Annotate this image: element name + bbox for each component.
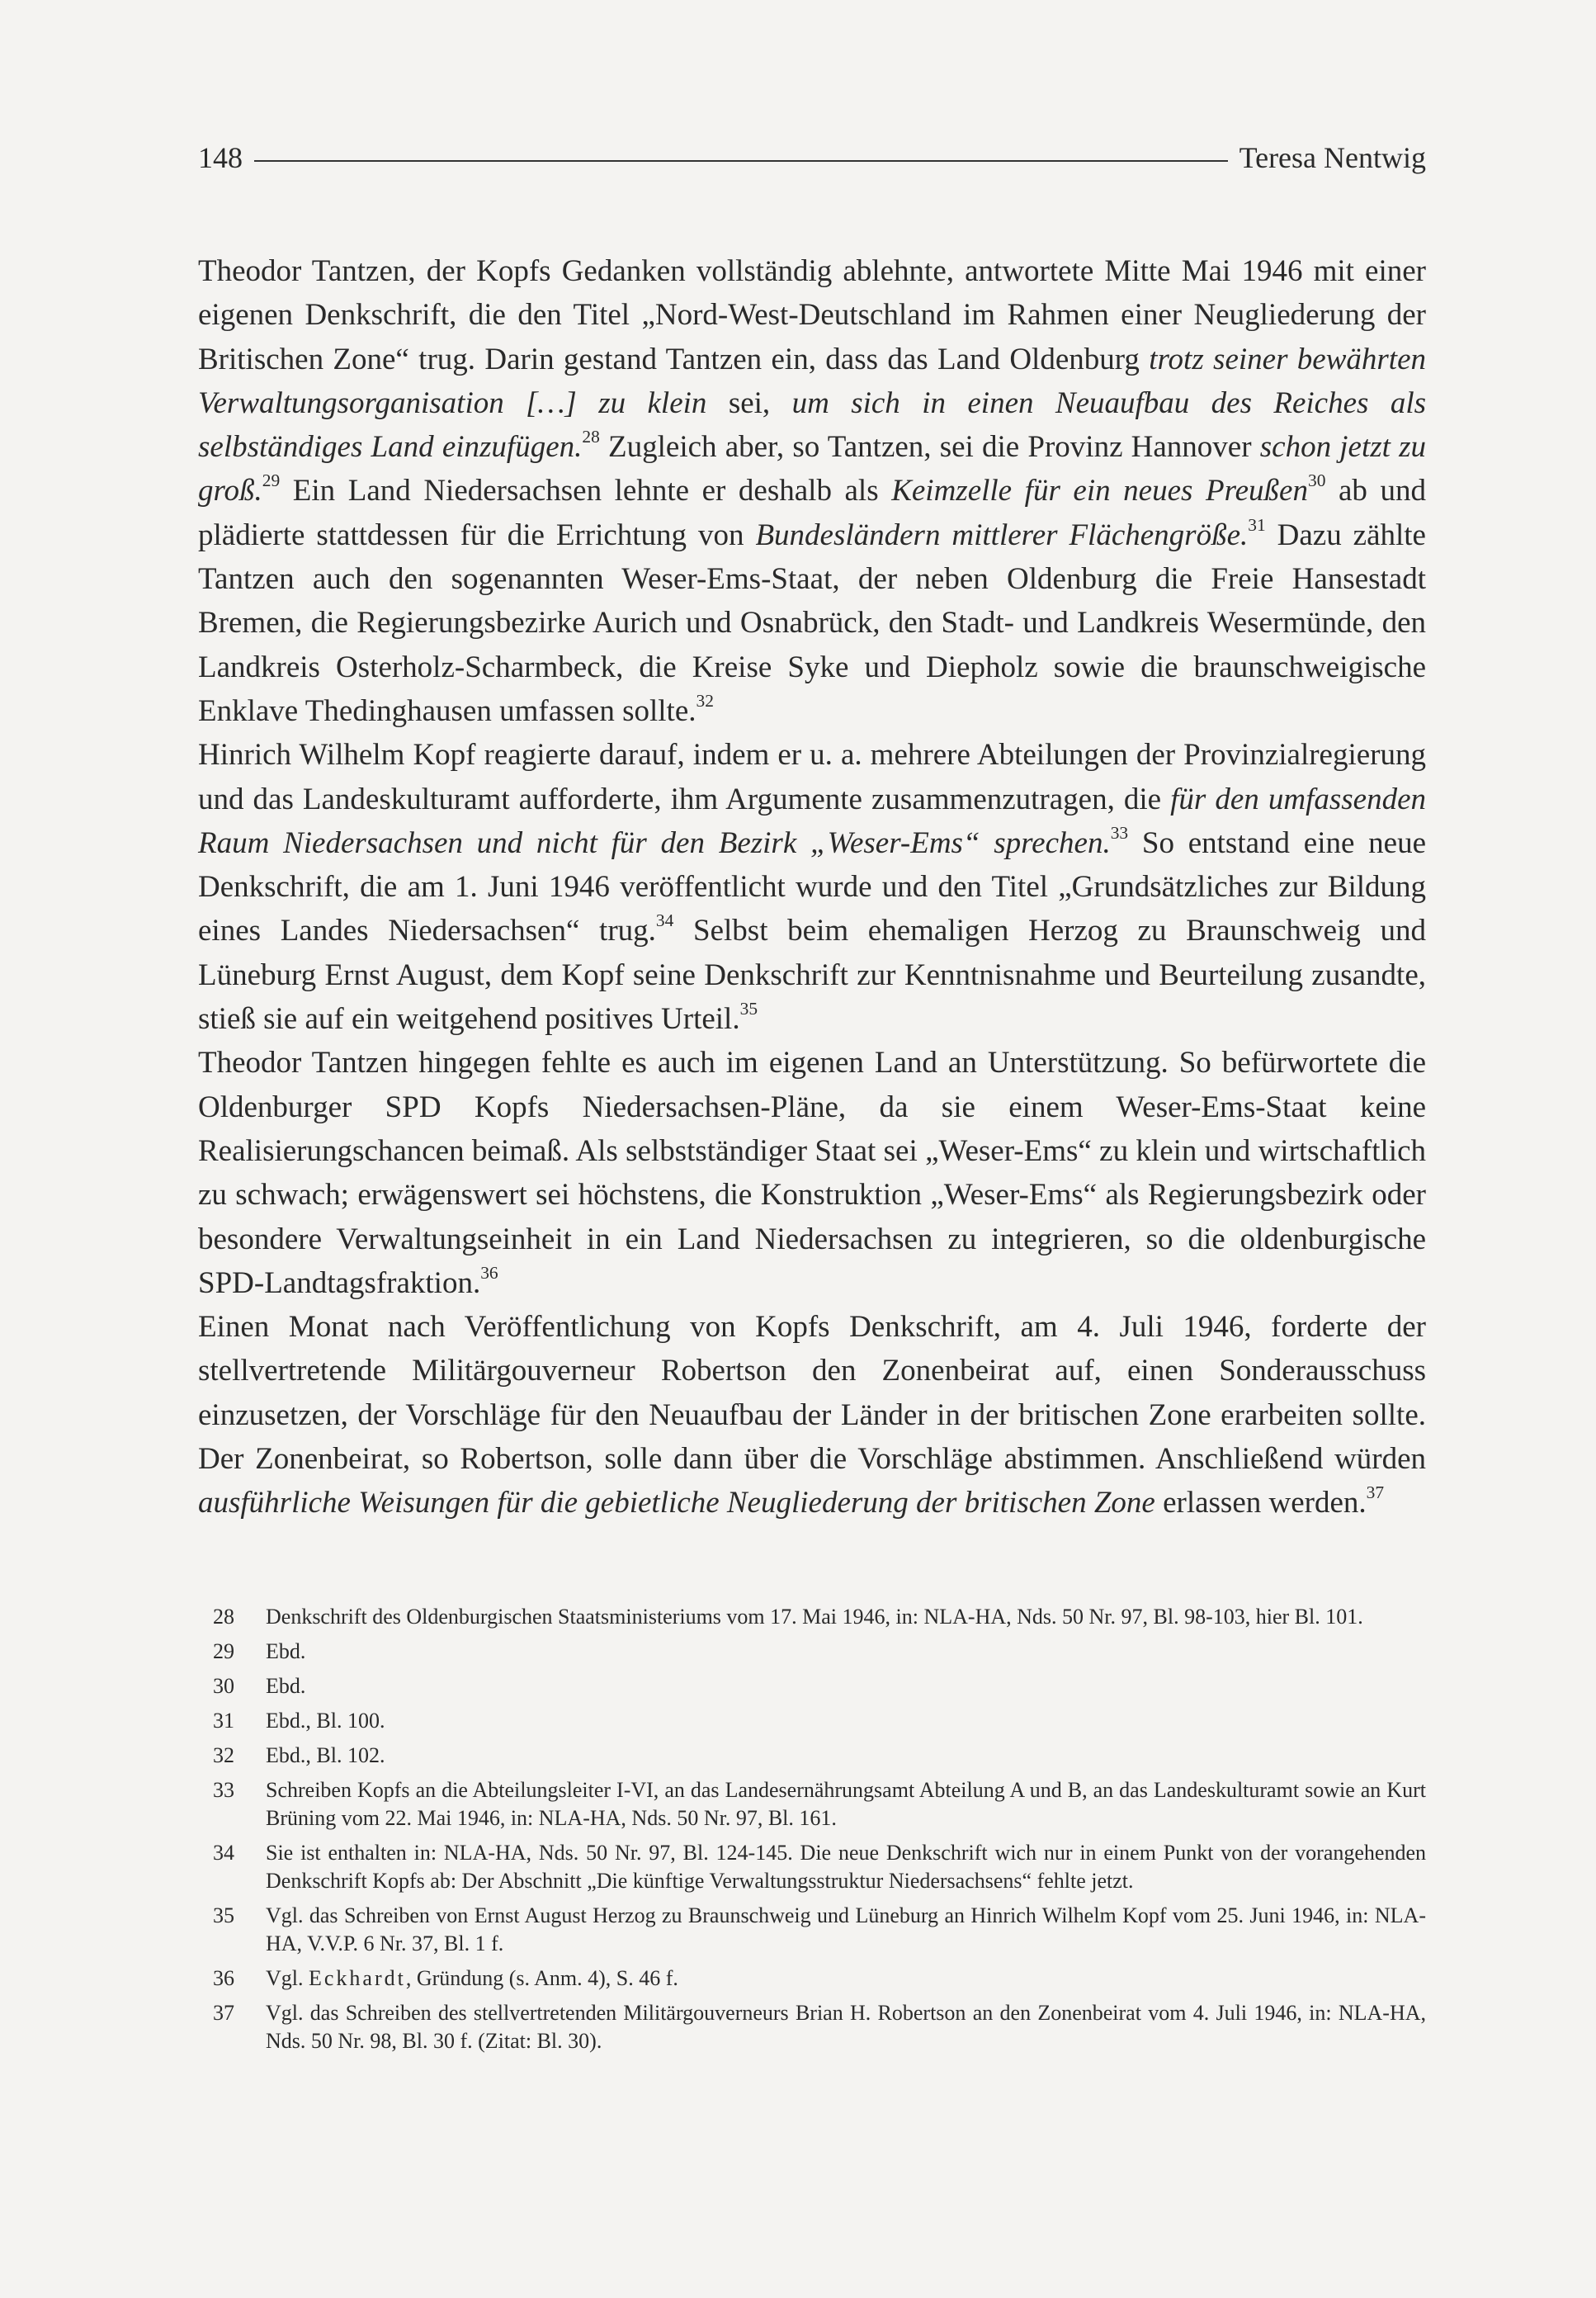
paragraph-1 [198, 249, 1426, 733]
footnote [213, 1839, 1426, 1895]
footnote-number: 28 [213, 1605, 234, 1629]
paragraph-2 [198, 733, 1426, 1041]
footnote [213, 1742, 1426, 1770]
text-run: Hinrich Wilhelm Kopf reagierte darauf, indem er u. a. mehrere Abteilungen der Provinzialregierung und das Landeskulturamt aufforderte, ihm Argumente zusammenzutragen, die [198, 738, 1426, 816]
footnote-ref[interactable]: 29 [262, 470, 281, 491]
footnotes [213, 1603, 1426, 2062]
footnote-ref[interactable]: 35 [739, 998, 758, 1019]
footnote-ref[interactable]: 36 [480, 1262, 498, 1283]
footnote-text: Denkschrift des Oldenburgischen Staatsministeriums vom 17. Mai 1946, in: NLA-HA, Nds. 50 Nr. 97, Bl. 98-103, hier Bl. 101. [266, 1605, 1363, 1629]
italic-quote: trotz seiner bewährten Verwaltungsorganisation […] zu klein [198, 342, 1426, 420]
footnote-text: Ebd. [266, 1639, 306, 1663]
author-name: Eckhardt [309, 1966, 406, 1990]
text-run: So entstand eine neue Denkschrift, die am 1. Juni 1946 veröffentlicht wurde und den Titel „Grundsätzliches zur Bildung eines Landes Niedersachsen“ trug. [198, 825, 1426, 948]
italic-quote: ausführliche Weisungen für die gebietliche Neugliederung der britischen Zone [198, 1486, 1155, 1520]
footnote-text: Schreiben Kopfs an die Abteilungsleiter I-VI, an das Landesernährungsamt Abteilung A und B, an das Landeskulturamt sowie an Kurt Brüning vom 22. Mai 1946, in: NLA-HA, Nds. 50 Nr. 97, Bl. 161. [266, 1778, 1426, 1830]
footnote-text: Ebd. [266, 1674, 306, 1698]
footnote-number: 34 [213, 1841, 234, 1865]
footnote [213, 1776, 1426, 1832]
italic-quote: Keimzelle für ein neues Preußen [891, 474, 1308, 508]
text-run: Selbst beim ehemaligen Herzog zu Braunschweig und Lüneburg Ernst August, dem Kopf seine Denkschrift zur Kenntnisnahme und Beurteilung zusandte, stieß sie auf ein weitgehend positives Urteil. [198, 914, 1426, 1037]
page-number: 148 [198, 141, 243, 174]
footnote-ref[interactable]: 37 [1366, 1482, 1385, 1503]
footnote-ref[interactable]: 34 [655, 910, 674, 931]
footnote-number: 29 [213, 1639, 234, 1663]
text-run: Zugleich aber, so Tantzen, sei die Provinz Hannover [599, 430, 1260, 465]
running-header [198, 140, 1426, 175]
footnote-text: Vgl. das Schreiben des stellvertretenden Militärgouverneurs Brian H. Robertson an den Zonenbeirat vom 4. Juli 1946, in: NLA-HA, Nds. 50 Nr. 98, Bl. 30 f. (Zitat: Bl. 30). [266, 2001, 1426, 2053]
footnote [213, 1638, 1426, 1666]
body-text [198, 249, 1426, 1525]
footnote-ref[interactable]: 30 [1307, 470, 1326, 491]
footnote [213, 1603, 1426, 1631]
text-run: Ein Land Niedersachsen lehnte er deshalb als [280, 474, 892, 508]
footnote-number: 36 [213, 1966, 234, 1990]
italic-quote: Bundesländern mittlerer Flächengröße. [755, 518, 1249, 552]
footnote-ref[interactable]: 32 [696, 690, 714, 711]
text-run: sei, [706, 385, 792, 420]
footnote-text: Sie ist enthalten in: NLA-HA, Nds. 50 Nr. 97, Bl. 124-145. Die neue Denkschrift wich nur in einem Punkt von der vorangehenden Denkschrift Kopfs ab: Der Abschnitt „Die künftige Verwaltungsstruktur Niedersachsens“ fehlte jetzt. [266, 1841, 1426, 1893]
paragraph-3 [198, 1041, 1426, 1305]
footnote-ref[interactable]: 31 [1248, 514, 1266, 535]
footnote [213, 1965, 1426, 1993]
text-run: Einen Monat nach Veröffentlichung von Kopfs Denkschrift, am 4. Juli 1946, forderte der stellvertretende Militärgouverneur Robertson den Zonenbeirat auf, einen Sonderausschuss einzusetzen, der Vorschläge für den Neuaufbau der Länder in der britischen Zone erarbeiten sollte. Der Zonenbeirat, so Robertson, solle dann über die Vorschläge abstimmen. Anschließend würden [198, 1310, 1426, 1477]
running-head-author: Teresa Nentwig [1239, 141, 1426, 174]
text-run: Vgl. [266, 1966, 309, 1990]
footnote-number: 31 [213, 1709, 234, 1733]
italic-quote: für den umfassenden Raum Niedersachsen und nicht für den Bezirk „Weser-Ems“ sprechen. [198, 782, 1426, 860]
italic-quote: schon jetzt zu groß. [198, 430, 1426, 508]
header-rule [254, 160, 1228, 162]
text-run: Theodor Tantzen hingegen fehlte es auch im eigenen Land an Unterstützung. So befürwortete die Oldenburger SPD Kopfs Niedersachsen-Pläne, da sie einem Weser-Ems-Staat keine Realisierungschancen beimaß. Als selbstständiger Staat sei „Weser-Ems“ zu klein und wirtschaftlich zu schwach; erwägenswert sei höchstens, die Konstruktion „Weser-Ems“ als Regierungsbezirk oder besondere Verwaltungseinheit in ein Land Niedersachsen zu integrieren, so die oldenburgische SPD-Landtagsfraktion. [198, 1046, 1426, 1300]
text-run: , Gründung (s. Anm. 4), S. 46 f. [405, 1966, 678, 1990]
paragraph-4 [198, 1305, 1426, 1525]
footnote-number: 35 [213, 1903, 234, 1927]
footnote-number: 33 [213, 1778, 234, 1802]
footnote-number: 37 [213, 2001, 234, 2025]
text-run: Dazu zählte Tantzen auch den sogenannten Weser-Ems-Staat, der neben Oldenburg die Freie Hansestadt Bremen, die Regierungsbezirke Aurich und Osnabrück, den Stadt- und Landkreis Wesermünde, den Landkreis Osterholz-Scharmbeck, die Kreise Syke und Diepholz sowie die braunschweigische Enklave Thedinghausen umfassen sollte. [198, 518, 1426, 728]
footnote-number: 30 [213, 1674, 234, 1698]
italic-quote: um sich in einen Neuaufbau des Reiches als selbständiges Land einzufügen. [198, 385, 1427, 465]
text-run: erlassen werden. [1155, 1486, 1367, 1520]
footnote [213, 1999, 1426, 2055]
footnote-number: 32 [213, 1743, 234, 1767]
footnote-ref[interactable]: 33 [1110, 822, 1129, 843]
footnote-ref[interactable]: 28 [582, 427, 600, 447]
footnote-text: Ebd., Bl. 100. [266, 1709, 385, 1733]
footnote [213, 1672, 1426, 1700]
footnote [213, 1902, 1426, 1958]
footnote-text: Vgl. das Schreiben von Ernst August Herzog zu Braunschweig und Lüneburg an Hinrich Wilhelm Kopf vom 25. Juni 1946, in: NLA-HA, V.V.P. 6 Nr. 37, Bl. 1 f. [266, 1903, 1426, 1955]
footnote [213, 1707, 1426, 1735]
footnote-text [266, 1965, 1426, 1993]
text-run: ab und plädierte stattdessen für die Errichtung von [198, 474, 1426, 552]
text-run: Theodor Tantzen, der Kopfs Gedanken vollständig ablehnte, antwortete Mitte Mai 1946 mit einer eigenen Denkschrift, die den Titel „Nord-West-Deutschland im Rahmen einer Neugliederung der Britischen Zone“ trug. Darin gestand Tantzen ein, dass das Land Oldenburg [198, 254, 1426, 376]
footnote-text: Ebd., Bl. 102. [266, 1743, 385, 1767]
